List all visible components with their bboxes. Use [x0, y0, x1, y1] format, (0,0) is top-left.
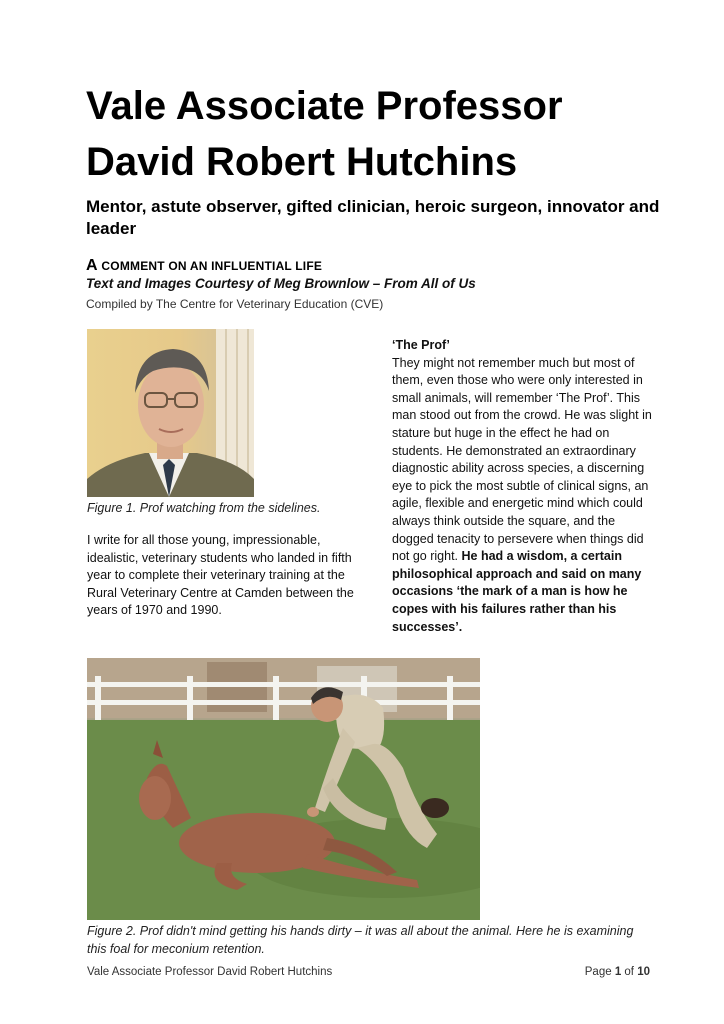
section-body-bold: He had a wisdom, a certain philosophical approach and said on many occasions ‘the mark of a man is how he copes with his failures rather than his successes’. [392, 549, 642, 634]
kicker-text: COMMENT ON AN INFLUENTIAL LIFE [101, 259, 323, 273]
page-prefix: Page [584, 966, 615, 978]
foal-exam-photo [87, 658, 480, 920]
page-number [585, 966, 650, 978]
portrait-photo [87, 329, 254, 497]
page-total: 10 [637, 966, 650, 978]
kicker-initial: A [86, 257, 97, 274]
page-title [86, 78, 686, 190]
title-line-2: David Robert Hutchins [86, 140, 518, 184]
courtesy-line: Text and Images Courtesy of Meg Brownlow – From All of Us [86, 276, 476, 291]
figure-1-caption: Figure 1. Prof watching from the sidelines. [87, 501, 321, 515]
section-kicker [86, 256, 646, 276]
the-prof-section [392, 337, 654, 636]
page-current: 1 [614, 966, 622, 978]
section-heading: ‘The Prof’ [392, 338, 450, 352]
intro-paragraph: I write for all those young, impressionable, idealistic, veterinary students who landed in fifth year to complete their veterinary training at the Rural Veterinary Centre at Camden between the years of 1970 and 1990. [87, 533, 354, 618]
page-separator: of [621, 966, 638, 978]
title-line-1: Vale Associate Professor [86, 84, 563, 128]
section-body: They might not remember much but most of them, even those who were only interested in small animals, will remember ‘The Prof’. This man stood out from the crowd. He was slight in stature but huge in the effect he had on students. He demonstrated an extraordinary diagnostic ability across species, a discerning eye to pick the most subtle of clinical signs, an agile, flexible and energetic mind which could always think outside the square, and the dogged tenacity to persevere when things did not go right. [392, 355, 652, 564]
compiled-by: Compiled by The Centre for Veterinary Education (CVE) [86, 297, 384, 311]
figure-2-caption: Figure 2. Prof didn't mind getting his hands dirty – it was all about the animal. Here he is examining this foal for meconium retention. [87, 924, 634, 956]
subtitle: Mentor, astute observer, gifted clinician, heroic surgeon, innovator and leader [86, 197, 660, 238]
footer-title: Vale Associate Professor David Robert Hutchins [87, 966, 333, 978]
